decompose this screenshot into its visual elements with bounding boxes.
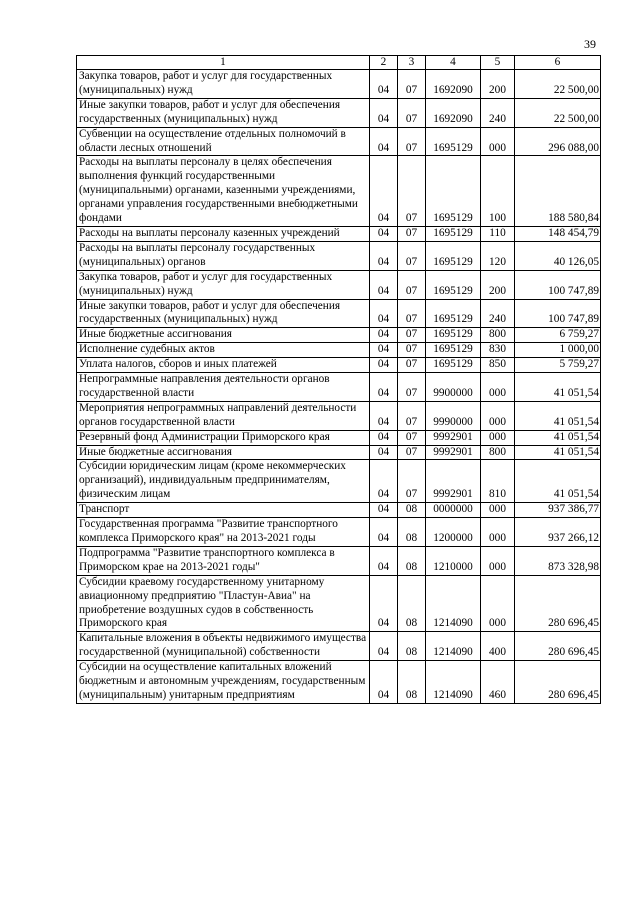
row-section: 04 (370, 373, 398, 402)
row-amount: 1 000,00 (515, 343, 601, 358)
row-section: 04 (370, 299, 398, 328)
row-amount: 40 126,05 (515, 241, 601, 270)
row-target-code: 1214090 (426, 575, 481, 632)
row-subsection: 08 (398, 546, 426, 575)
row-subsection: 07 (398, 401, 426, 430)
row-name: Капитальные вложения в объекты недвижимого имущества государственной (муниципальной) собственности (77, 632, 370, 661)
row-name: Иные закупки товаров, работ и услуг для обеспечения государственных (муниципальных) нужд (77, 299, 370, 328)
row-subsection: 08 (398, 575, 426, 632)
table-row (77, 70, 601, 99)
table-row (77, 518, 601, 547)
row-expense-type: 000 (481, 503, 515, 518)
row-expense-type: 000 (481, 430, 515, 445)
row-target-code: 1692090 (426, 70, 481, 99)
row-expense-type: 810 (481, 460, 515, 503)
row-name: Иные бюджетные ассигнования (77, 328, 370, 343)
row-section: 04 (370, 241, 398, 270)
row-section: 04 (370, 460, 398, 503)
row-amount: 280 696,45 (515, 575, 601, 632)
row-target-code: 1695129 (426, 241, 481, 270)
row-subsection: 07 (398, 127, 426, 156)
row-subsection: 07 (398, 156, 426, 227)
row-section: 04 (370, 70, 398, 99)
row-subsection: 08 (398, 661, 426, 704)
row-amount: 6 759,27 (515, 328, 601, 343)
row-subsection: 07 (398, 98, 426, 127)
row-subsection: 07 (398, 70, 426, 99)
row-expense-type: 000 (481, 518, 515, 547)
row-expense-type: 000 (481, 373, 515, 402)
table-row (77, 503, 601, 518)
row-subsection: 07 (398, 328, 426, 343)
table-row (77, 546, 601, 575)
row-target-code: 1695129 (426, 328, 481, 343)
row-name: Иные бюджетные ассигнования (77, 445, 370, 460)
table-row (77, 156, 601, 227)
row-section: 04 (370, 575, 398, 632)
row-name: Исполнение судебных актов (77, 343, 370, 358)
row-section: 04 (370, 632, 398, 661)
row-name: Уплата налогов, сборов и иных платежей (77, 358, 370, 373)
row-target-code: 1210000 (426, 546, 481, 575)
row-target-code: 1695129 (426, 226, 481, 241)
row-subsection: 08 (398, 518, 426, 547)
header-col-4: 4 (426, 56, 481, 70)
table-row (77, 226, 601, 241)
table-row (77, 460, 601, 503)
row-section: 04 (370, 401, 398, 430)
row-section: 04 (370, 328, 398, 343)
row-amount: 5 759,27 (515, 358, 601, 373)
row-expense-type: 000 (481, 575, 515, 632)
row-subsection: 07 (398, 343, 426, 358)
row-target-code: 1695129 (426, 127, 481, 156)
row-expense-type: 000 (481, 127, 515, 156)
row-section: 04 (370, 358, 398, 373)
row-subsection: 07 (398, 299, 426, 328)
row-amount: 41 051,54 (515, 460, 601, 503)
table-row (77, 661, 601, 704)
row-amount: 41 051,54 (515, 430, 601, 445)
table-row (77, 343, 601, 358)
row-amount: 41 051,54 (515, 373, 601, 402)
table-row (77, 445, 601, 460)
row-name: Субсидии юридическим лицам (кроме некоммерческих организаций), индивидуальным предпринимателям, физическим лицам (77, 460, 370, 503)
row-expense-type: 400 (481, 632, 515, 661)
table-row (77, 575, 601, 632)
row-amount: 937 386,77 (515, 503, 601, 518)
row-target-code: 9900000 (426, 373, 481, 402)
row-amount: 100 747,89 (515, 299, 601, 328)
table-row (77, 401, 601, 430)
row-target-code: 1695129 (426, 343, 481, 358)
row-expense-type: 000 (481, 401, 515, 430)
row-section: 04 (370, 503, 398, 518)
row-name: Расходы на выплаты персоналу казенных учреждений (77, 226, 370, 241)
row-subsection: 08 (398, 632, 426, 661)
row-target-code: 0000000 (426, 503, 481, 518)
row-target-code: 1695129 (426, 156, 481, 227)
row-expense-type: 000 (481, 546, 515, 575)
page-number: 39 (584, 37, 596, 51)
row-amount: 188 580,84 (515, 156, 601, 227)
row-target-code: 1695129 (426, 270, 481, 299)
row-section: 04 (370, 430, 398, 445)
row-name: Субсидии на осуществление капитальных вложений бюджетным и автономным учреждениям, государственным (муниципальным) унитарным предприятиям (77, 661, 370, 704)
row-section: 04 (370, 343, 398, 358)
row-expense-type: 240 (481, 98, 515, 127)
row-name: Иные закупки товаров, работ и услуг для обеспечения государственных (муниципальных) нужд (77, 98, 370, 127)
row-amount: 296 088,00 (515, 127, 601, 156)
row-name: Закупка товаров, работ и услуг для государственных (муниципальных) нужд (77, 70, 370, 99)
row-target-code: 1692090 (426, 98, 481, 127)
row-expense-type: 240 (481, 299, 515, 328)
table-row (77, 632, 601, 661)
row-subsection: 07 (398, 373, 426, 402)
row-expense-type: 800 (481, 445, 515, 460)
row-name: Непрограммные направления деятельности органов государственной власти (77, 373, 370, 402)
row-target-code: 1200000 (426, 518, 481, 547)
row-amount: 148 454,79 (515, 226, 601, 241)
row-target-code: 1695129 (426, 299, 481, 328)
table-row (77, 127, 601, 156)
row-expense-type: 200 (481, 270, 515, 299)
row-expense-type: 200 (481, 70, 515, 99)
table-row (77, 299, 601, 328)
header-col-6: 6 (515, 56, 601, 70)
table-row (77, 358, 601, 373)
table-row (77, 98, 601, 127)
budget-table (76, 55, 601, 704)
row-expense-type: 850 (481, 358, 515, 373)
row-expense-type: 120 (481, 241, 515, 270)
row-name: Резервный фонд Администрации Приморского края (77, 430, 370, 445)
row-target-code: 9992901 (426, 445, 481, 460)
table-row (77, 270, 601, 299)
row-expense-type: 830 (481, 343, 515, 358)
table-row (77, 241, 601, 270)
row-amount: 22 500,00 (515, 70, 601, 99)
row-amount: 873 328,98 (515, 546, 601, 575)
header-col-5: 5 (481, 56, 515, 70)
row-name: Закупка товаров, работ и услуг для государственных (муниципальных) нужд (77, 270, 370, 299)
table-header-row (77, 56, 601, 70)
row-name: Государственная программа "Развитие транспортного комплекса Приморского края" на 2013-2021 годы (77, 518, 370, 547)
row-target-code: 1214090 (426, 632, 481, 661)
row-section: 04 (370, 546, 398, 575)
row-subsection: 07 (398, 226, 426, 241)
row-section: 04 (370, 156, 398, 227)
row-subsection: 07 (398, 430, 426, 445)
table-row (77, 373, 601, 402)
row-name: Подпрограмма "Развитие транспортного комплекса в Приморском крае на 2013-2021 годы" (77, 546, 370, 575)
row-amount: 280 696,45 (515, 632, 601, 661)
row-expense-type: 110 (481, 226, 515, 241)
table-row (77, 328, 601, 343)
row-section: 04 (370, 270, 398, 299)
row-amount: 41 051,54 (515, 401, 601, 430)
row-amount: 22 500,00 (515, 98, 601, 127)
row-target-code: 9992901 (426, 430, 481, 445)
row-name: Субвенции на осуществление отдельных полномочий в области лесных отношений (77, 127, 370, 156)
header-col-3: 3 (398, 56, 426, 70)
row-target-code: 9990000 (426, 401, 481, 430)
row-target-code: 9992901 (426, 460, 481, 503)
row-expense-type: 100 (481, 156, 515, 227)
row-amount: 937 266,12 (515, 518, 601, 547)
row-target-code: 1214090 (426, 661, 481, 704)
row-amount: 280 696,45 (515, 661, 601, 704)
row-section: 04 (370, 445, 398, 460)
row-section: 04 (370, 226, 398, 241)
row-section: 04 (370, 661, 398, 704)
row-target-code: 1695129 (426, 358, 481, 373)
row-amount: 100 747,89 (515, 270, 601, 299)
row-section: 04 (370, 518, 398, 547)
row-subsection: 07 (398, 445, 426, 460)
header-col-1: 1 (77, 56, 370, 70)
row-subsection: 07 (398, 241, 426, 270)
row-expense-type: 460 (481, 661, 515, 704)
row-subsection: 08 (398, 503, 426, 518)
row-subsection: 07 (398, 270, 426, 299)
row-name: Расходы на выплаты персоналу государственных (муниципальных) органов (77, 241, 370, 270)
row-subsection: 07 (398, 358, 426, 373)
row-subsection: 07 (398, 460, 426, 503)
row-amount: 41 051,54 (515, 445, 601, 460)
row-name: Транспорт (77, 503, 370, 518)
table-row (77, 430, 601, 445)
row-expense-type: 800 (481, 328, 515, 343)
row-section: 04 (370, 98, 398, 127)
row-name: Расходы на выплаты персоналу в целях обеспечения выполнения функций государственными (муниципальными) органами, казенными учреждениями, органами управления государственными внебюджетными фондами (77, 156, 370, 227)
row-section: 04 (370, 127, 398, 156)
header-col-2: 2 (370, 56, 398, 70)
row-name: Мероприятия непрограммных направлений деятельности органов государственной власти (77, 401, 370, 430)
row-name: Субсидии краевому государственному унитарному авиационному предприятию "Пластун-Авиа" на приобретение воздушных судов в собственность Приморского края (77, 575, 370, 632)
